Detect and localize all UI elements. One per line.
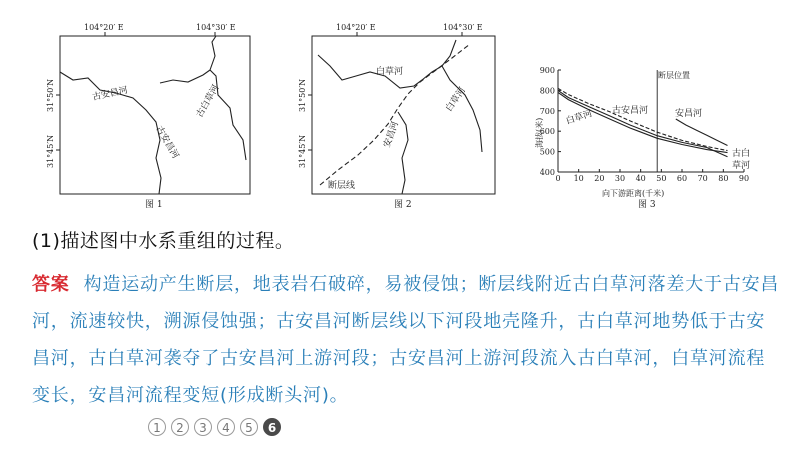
fig3-x-tick-label: 70 <box>697 174 708 183</box>
answer-text: 构造运动产生断层，地表岩石破碎，易被侵蚀；断层线附近古白草河落差大于古安昌河，流速较快，溯源侵蚀强；古安昌河断层线以下河段地壳隆升，古白草河地势低于古安昌河，古白草河袭夺了古安昌河上游河段；古安昌河上游河段流入古白草河，白草河流程变长，安昌河流程变短(形成断头河)。 <box>32 274 780 406</box>
fig2-lon-label-1: 104°20′ E <box>336 23 376 32</box>
page-dot-5[interactable]: 5 <box>240 418 258 436</box>
fig1-label-gu-an-chang: 古安昌河 <box>91 85 129 103</box>
page-dot-4[interactable]: 4 <box>217 418 235 436</box>
figure-2-map <box>290 0 510 215</box>
fig3-y-tick-label: 600 <box>539 127 555 137</box>
fig3-x-tick-label: 40 <box>635 174 646 183</box>
fig1-lat-label-1: 31°50′N <box>46 78 55 112</box>
fig3-y-tick-label: 500 <box>539 147 555 157</box>
question-text: (1)描述图中水系重组的过程。 <box>32 230 295 252</box>
fig3-y-tick-label: 800 <box>539 86 555 96</box>
fig1-label-gu-bai-cao: 古白草河 <box>194 83 222 120</box>
fig2-lon-label-2: 104°30′ E <box>443 23 483 32</box>
fig3-x-tick-label: 30 <box>614 174 626 183</box>
fig3-series-line-4 <box>676 119 728 146</box>
fig3-y-tick-label: 900 <box>539 66 555 75</box>
answer-block <box>32 266 782 414</box>
fig3-label-an-chang: 安昌河 <box>675 109 703 119</box>
fig3-label-gu-bai-cao-2: 草河 <box>732 161 751 171</box>
fig3-x-tick-label: 80 <box>718 174 729 183</box>
fig3-y-tick-label: 400 <box>539 168 555 177</box>
fig1-lon-label-1: 104°20′ E <box>84 23 124 32</box>
fig1-river-gu-bai-cao-upper <box>210 36 216 70</box>
fig3-label-gu-an-chang: 古安昌河 <box>612 106 649 116</box>
fig3-x-tick-label: 0 <box>555 174 561 183</box>
fig2-lat-label-2: 31°45′N <box>298 134 307 168</box>
page-dot-6[interactable]: 6 <box>263 418 281 436</box>
fig3-x-tick-label: 50 <box>656 174 667 183</box>
fig3-x-tick-label: 90 <box>738 174 750 183</box>
fig3-x-tick-label: 10 <box>573 174 584 183</box>
fig2-fault-label: 断层线 <box>328 181 356 191</box>
figure-3-chart <box>520 0 780 215</box>
figure-2 <box>290 0 510 215</box>
fig3-y-tick-label: 700 <box>539 106 555 116</box>
figure-1 <box>38 0 258 215</box>
page-indicator <box>148 418 281 436</box>
fig3-x-tick-label: 60 <box>676 174 688 183</box>
fig2-lat-label-1: 31°50′N <box>298 78 307 112</box>
answer-label: 答案 <box>32 274 70 295</box>
page-dot-3[interactable]: 3 <box>194 418 212 436</box>
fig3-x-tick-label: 20 <box>594 174 605 183</box>
fig1-lon-label-2: 104°30′ E <box>196 23 236 32</box>
fig2-label-bai-cao: 白草河 <box>376 67 404 77</box>
fig2-caption: 图 2 <box>394 200 412 210</box>
page-dot-2[interactable]: 2 <box>171 418 189 436</box>
fig3-series-line-3 <box>558 92 728 152</box>
fig2-label-bai-cao-east: 白草河 <box>444 85 468 114</box>
fig3-caption: 图 3 <box>638 200 656 210</box>
fig2-fault-line <box>320 44 470 185</box>
figure-1-map <box>38 0 258 215</box>
fig3-ylabel: 海拔(米) <box>535 117 544 148</box>
fig3-fault-position-label: 断层位置 <box>658 71 690 80</box>
fig1-label-gu-an-chang-lower: 古安昌河 <box>153 124 181 161</box>
fig3-label-gu-bai-cao-1: 古白 <box>732 149 751 159</box>
fig2-river-bai-cao <box>318 40 456 88</box>
fig3-xlabel: 向下游距离(千米) <box>602 189 665 198</box>
fig1-caption: 图 1 <box>145 200 163 210</box>
fig2-label-an-chang: 安昌河 <box>382 120 402 150</box>
figure-3 <box>520 0 780 215</box>
page-dot-1[interactable]: 1 <box>148 418 166 436</box>
fig3-label-bai-cao: 白草河 <box>564 108 594 127</box>
fig1-lat-label-2: 31°45′N <box>46 134 55 168</box>
fig3-series-line-2 <box>558 90 728 156</box>
